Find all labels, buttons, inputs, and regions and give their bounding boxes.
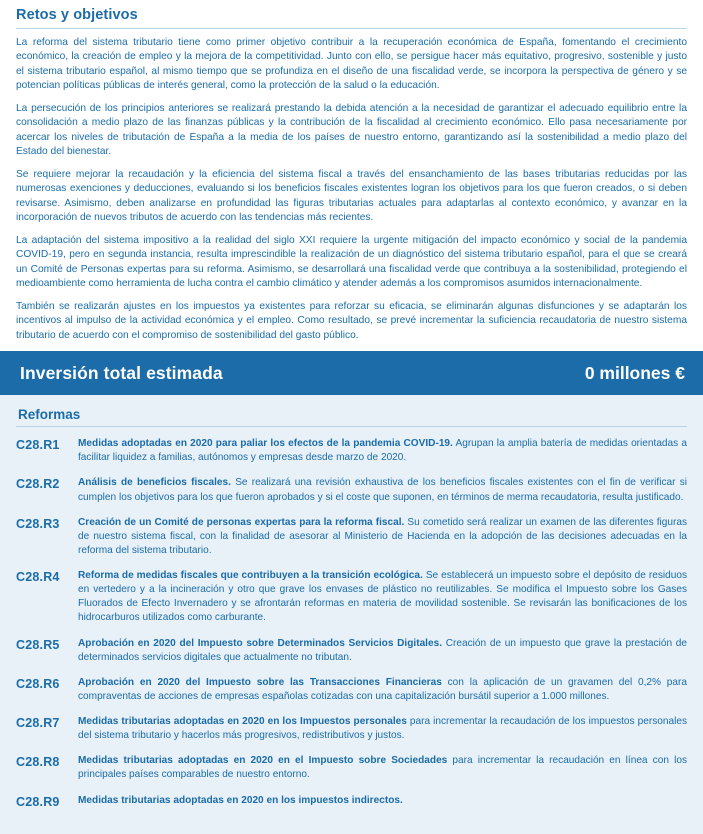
reforms-divider: [16, 426, 687, 427]
reform-description: [78, 476, 687, 504]
reform-code: C28.R9: [16, 794, 60, 809]
reform-item: [16, 516, 687, 558]
reforms-heading: Reformas: [18, 407, 81, 423]
reform-code: C28.R4: [16, 570, 60, 585]
reform-description: [78, 637, 687, 665]
reform-description: [78, 794, 687, 808]
reform-item: [16, 476, 687, 504]
reform-rest: Creación de un impuesto que grave la prestación de determinados servicios digitales que actualmente no tributan.: [78, 637, 687, 663]
page-title: Retos y objetivos: [16, 7, 138, 23]
reform-rest: con la aplicación de un gravamen del 0,2% para compraventas de acciones de empresas españolas cotizadas con una capitalización bursátil superior a 1.000 millones.: [78, 676, 687, 702]
reforms-section: [0, 395, 703, 833]
reform-code: C28.R6: [16, 676, 60, 691]
title-divider: [16, 28, 687, 29]
reform-lead: Reforma de medidas fiscales que contribuyen a la transición ecológica.: [78, 570, 423, 582]
intro-section: [0, 0, 703, 343]
reform-description: [78, 437, 687, 465]
reform-item: [16, 715, 687, 743]
reform-description: [78, 715, 687, 743]
reform-lead: Aprobación en 2020 del Impuesto sobre Determinados Servicios Digitales.: [78, 637, 443, 649]
reform-code: C28.R2: [16, 477, 60, 492]
reform-rest: Su cometido será realizar un examen de las diferentes figuras de nuestro sistema fiscal, con la finalidad de asesorar al Ministerio de Hacienda en la adopción de las decisiones adecuadas en la reforma del sistema tributario.: [78, 516, 687, 556]
reform-rest: Agrupan la amplia batería de medidas orientadas a facilitar liquidez a familias, autónomos y empresas desde marzo de 2020.: [78, 438, 687, 464]
reform-code: C28.R7: [16, 716, 60, 731]
reform-item: [16, 794, 687, 809]
reform-description: [78, 516, 687, 558]
reform-lead: Análisis de beneficios fiscales.: [78, 477, 231, 489]
reform-code: C28.R8: [16, 755, 60, 770]
investment-value: 0 millones €: [584, 362, 685, 383]
intro-paragraph-2: La persecución de los principios anteriores se realizará prestando la debida atención a la necesidad de garantizar el adecuado equilibrio entre la consolidación a medio plazo de las finanzas públicas y la contribución de la fiscalidad al crecimiento económico. Ello pasa necesariamente por acercar los niveles de tributación de España a la media de los países de nuestro entorno, garantizando así la sostenibilidad a medio plazo del Estado del bienestar.: [16, 102, 687, 158]
reform-rest: para incrementar la recaudación de los impuestos personales del sistema tributario y hacerlos más progresivos, redistributivos y justos.: [78, 716, 687, 742]
intro-paragraph-4: La adaptación del sistema impositivo a la realidad del siglo XXI requiere la urgente mitigación del impacto económico y social de la pandemia COVID-19, pero en segunda instancia, resulta imprescindible la realización de un diagnóstico del sistema tributario español, para el que se creará un Comité de Personas expertas para su reforma. Asimismo, se desarrollará una fiscalidad verde que contribuya a la sostenibilidad, protegiendo el medioambiente como herramienta de lucha contra el cambio climático y atender además a los compromisos asumidos internacionalmente.: [16, 234, 687, 290]
intro-paragraph-1: La reforma del sistema tributario tiene como primer objetivo contribuir a la recuperación económica de España, fomentando el crecimiento económico, la creación de empleo y la mejora de la competitividad. Junto con ello, se persigue hacer más equitativo, progresivo, sostenible y justo el sistema tributario español, al mismo tiempo que se profundiza en el diseño de una fiscalidad verde, se incorpora la perspectiva de género y se potencian políticas públicas de interés general, como la protección de la salud o la educación.: [16, 37, 687, 92]
reform-lead: Medidas tributarias adoptadas en 2020 en los impuestos indirectos.: [78, 794, 403, 806]
intro-paragraph-3: Se requiere mejorar la recaudación y la eficiencia del sistema fiscal a través del ensanchamiento de las bases tributarias reducidas por las numerosas exenciones y deducciones, evaluando si los beneficios fiscales existentes logran los objetivos para los que fueron creados, o si deben revisarse. Asimismo, deben analizarse en profundidad las figuras tributarias actuales para adaptarlas al contexto económico, y avanzar en la incorporación de nuevos tributos de acuerdo con las tendencias más recientes.: [16, 168, 687, 224]
reform-description: [78, 569, 687, 626]
investment-banner: [0, 351, 703, 395]
reform-item: [16, 437, 687, 465]
intro-paragraph-5: También se realizarán ajustes en los impuestos ya existentes para reforzar su eficacia, se eliminarán algunas disfunciones y se adaptarán los incentivos al impulso de la actividad económica y el empleo. Como resultado, se prevé incrementar la suficiencia recaudatoria de nuestro sistema tributario de acuerdo con el compromiso de sostenibilidad del gasto público.: [16, 300, 687, 341]
reform-rest: Se establecerá un impuesto sobre el depósito de residuos en vertedero y a la incineración y otro que grave los envases de plástico no reutilizables. Se modifica el Impuesto sobre los Gases Fluorados de Efecto Invernadero y se afrontarán reformas en materia de movilidad sostenible. Se revisarán las bonificaciones de los hidrocarburos utilizados como carburante.: [78, 570, 687, 624]
investment-label: Inversión total estimada: [20, 362, 223, 383]
reform-description: [78, 676, 687, 704]
reform-lead: Medidas tributarias adoptadas en 2020 en el Impuesto sobre Sociedades: [78, 755, 448, 767]
reform-description: [78, 754, 687, 782]
reform-code: C28.R3: [16, 516, 60, 531]
reform-item: [16, 637, 687, 665]
reform-item: [16, 754, 687, 782]
reform-rest: Se realizará una revisión exhaustiva de los beneficios fiscales existentes con el fin de verificar si cumplen los objetivos para los que fueron aprobados y si el coste que suponen, en términos de merma recaudatoria, resulta justificado.: [78, 477, 687, 503]
reform-lead: Medidas tributarias adoptadas en 2020 en los Impuestos personales: [78, 716, 407, 728]
reform-lead: Aprobación en 2020 del Impuesto sobre las Transacciones Financieras: [78, 676, 442, 688]
reform-item: [16, 569, 687, 626]
reform-code: C28.R5: [16, 637, 60, 652]
reform-rest: para incrementar la recaudación en línea con los principales países comparables de nuestro entorno.: [78, 755, 687, 781]
reform-code: C28.R1: [16, 438, 60, 453]
reform-lead: Creación de un Comité de personas expertas para la reforma fiscal.: [78, 516, 405, 528]
reform-lead: Medidas adoptadas en 2020 para paliar los efectos de la pandemia COVID-19.: [78, 438, 453, 450]
reform-item: [16, 676, 687, 704]
